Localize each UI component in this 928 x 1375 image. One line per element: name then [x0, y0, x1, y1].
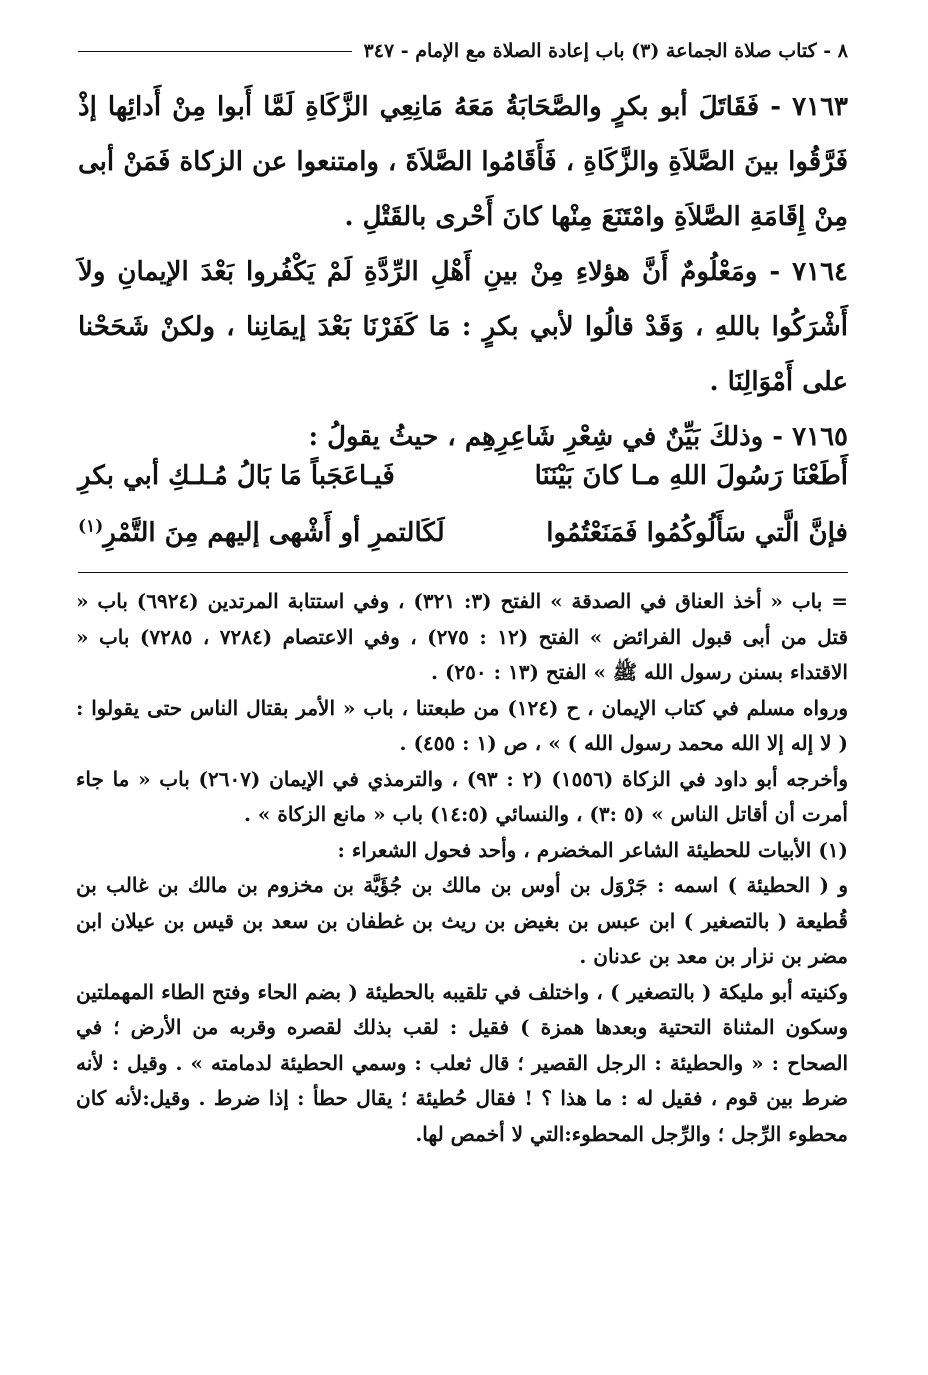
- header-rule: [78, 51, 352, 52]
- poem-verse: [78, 505, 848, 562]
- footnote-continuation-bukhari: = باب « أخذ العناق في الصدقة » الفتح (٣: ٣٢١) ، وفي استتابة المرتدين (٦٩٢٤) باب « قتل من أبى قبول الفرائض » الفتح (١٢ : ٢٧٥) ، وفي الاعتصام (٧٢٨٤ ، ٧٢٨٥) باب « الاقتداء بسنن رسول الله ﷺ » الفتح (١٣ : ٢٥٠) .: [76, 589, 849, 684]
- footnote-1-name: و ( الحطيئة ) اسمه : جَرْوَل بن أوس بن مالك بن جُؤَيَّة بن مخزوم بن مالك بن غالب بن قُطيعة ( بالتصغير ) ابن عبس بن بغيض بن ريث بن غطفان بن سعد بن قيس بن عيلان ابن مضر بن نزار بن معد بن عدنان .: [76, 873, 848, 968]
- second-hemistich: فَيـاعَجَباً مَا بَالُ مُـلـكِ أبي بكرِ: [78, 461, 395, 491]
- paragraph-7163: ٧١٦٣ - فَقَاتَلَ أبو بكرٍ والصَّحَابَةُ مَعَهُ مَانِعِي الزَّكَاةِ لَمَّا أَبوا مِنْ أَدائِها إذْ فَرَّقُوا بينَ الصَّلاَةِ والزَّكَاةِ ، فَأَقَامُوا الصَّلاَةَ ، وامتنعوا عن الزكاة فَمَنْ أبى مِنْ إِقَامَةِ الصَّلاَةِ وامْتَنَعَ مِنْها كانَ أَحْرى بالقَتْلِ .: [78, 92, 848, 232]
- second-hemistich-text: لَكَالتمرِ أو أَشْهى إليهم مِنَ التَّمْرِ: [103, 518, 445, 548]
- running-header: [78, 34, 848, 68]
- footnote-1-intro: (١) الأبيات للحطيئة الشاعر المخضرم ، وأحد فحول الشعراء :: [337, 837, 848, 862]
- paragraph-7164: ٧١٦٤ - ومَعْلُومٌ أَنَّ هؤلاءِ مِنْ بينِ أَهْلِ الرِّدَّةِ لَمْ يَكْفُروا بَعْدَ الإيمانِ ولاَ أَشْرَكُوا باللهِ ، وَقَدْ قالُوا لأبي بكرٍ : مَا كَفَرْنَا بَعْدَ إيمَانِنا ، ولكنْ شَحَحْنا على أَمْوَالِنَا .: [78, 257, 848, 397]
- footnote-marker: (١): [78, 516, 104, 537]
- running-header-title: ٨ - كتاب صلاة الجماعة (٣) باب إعادة الصلاة مع الإمام - ٣٤٧: [363, 40, 848, 62]
- first-hemistich: فإنَّ الَّتي سَأَلُوكُمُوا فَمَنَعْتُمُوا: [546, 518, 848, 548]
- second-hemistich: [78, 505, 448, 562]
- poem-verses: [78, 448, 848, 562]
- paragraph-7165: ٧١٦٥ - وذلكَ بَيِّنٌ في شِعْرِ شَاعِرِهِم ، حيثُ يقولُ :: [308, 422, 848, 452]
- footnote-separator: [78, 572, 848, 573]
- poem-verse: [78, 448, 848, 505]
- footnote-abu-dawud: وأخرجه أبو داود في الزكاة (١٥٥٦) (٢ : ٩٣) ، والترمذي في الإيمان (٢٦٠٧) باب « ما جاء أمرت أن أقاتل الناس » (٥ :٣) ، والنسائي (١٤:٥) باب « مانع الزكاة » .: [76, 766, 849, 826]
- footnotes: [76, 584, 848, 1152]
- footnote-1-kunya: وكنيته أبو مليكة ( بالتصغير ) ، واختلف في تلقيبه بالحطيئة ( بضم الحاء وفتح الطاء المهملتين وسكون المثناة التحتية وبعدها همزة ) فقيل : لقب بذلك لقصره وقربه من الأرض ؛ في الصحاح : « والحطيئة : الرجل القصير ؛ قال ثعلب : وسمي الحطيئة لدمامته » . وقيل : لأنه ضرط بين قوم ، فقيل له : ما هذا ؟ ! فقال حُطيئة ؛ يقال حطأ : إذا ضرط . وقيل:لأنه كان محطوء الرِّجل ؛ والرِّجل المحطوء:التي لا أخمص لها.: [76, 979, 848, 1146]
- main-text: [78, 80, 848, 465]
- footnote-muslim: ورواه مسلم في كتاب الإيمان ، ح (١٢٤) من طبعتنا ، باب « الأمر بقتال الناس حتى يقولوا : ( لا إله إلا الله محمد رسول الله ) » ، ص (١ : ٤٥٥) .: [76, 695, 848, 755]
- first-hemistich: أَطَعْنَا رَسُولَ اللهِ مـا كانَ بَيْنَنَا: [534, 461, 848, 491]
